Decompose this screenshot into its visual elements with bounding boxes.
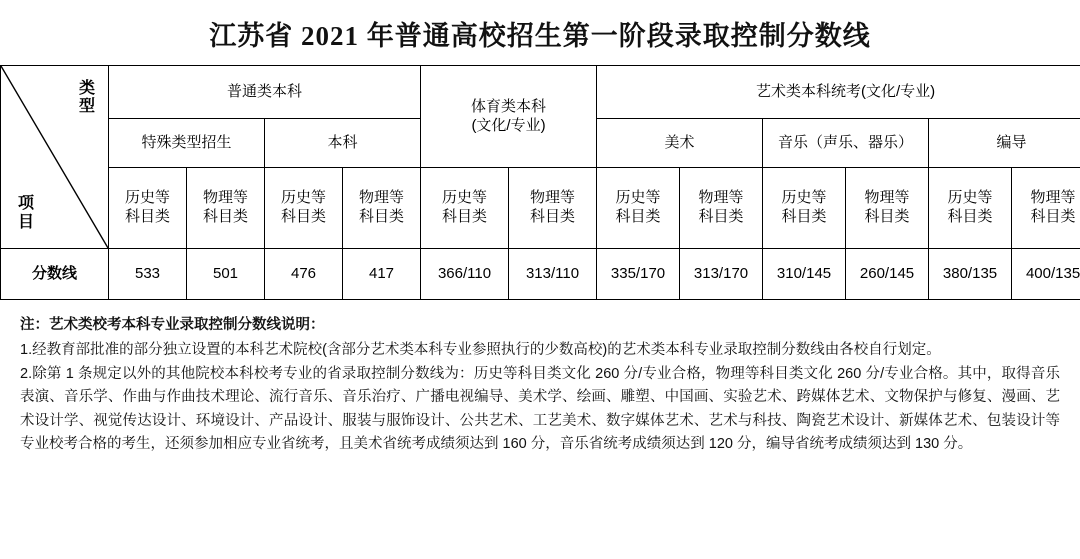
leaf-header-7-line1: 物理等 bbox=[864, 189, 910, 207]
leaf-header-8-line2: 科目类 bbox=[947, 208, 993, 225]
leaf-header-tiyu-1 bbox=[509, 168, 597, 249]
score-cell-10: 380/135 bbox=[929, 249, 1012, 300]
leaf-header-5-line1: 物理等 bbox=[698, 189, 744, 207]
table-row-leaf-headers bbox=[1, 168, 1080, 249]
leaf-header-5 bbox=[680, 168, 763, 249]
group-header-putong: 普通类本科 bbox=[109, 66, 421, 119]
leaf-header-9-line1: 物理等 bbox=[1030, 189, 1076, 207]
leaf-header-0 bbox=[109, 168, 187, 249]
note-item-2: 2.除第 1 条规定以外的其他院校本科校考专业的省录取控制分数线为：历史等科目类文化 260 分/专业合格，物理等科目类文化 260 分/专业合格。其中，取得音乐表演、音乐学、作曲与作曲技术理论、流行音乐、音乐治疗、广播电视编导、美术学、绘画、雕塑、中国画、实验艺术、跨媒体艺术、文物保护与修复、漫画、艺术设计学、视觉传达设计、环境设计、产品设计、服装与服饰设计、公共艺术、工艺美术、数字媒体艺术、艺术与科技、陶瓷艺术设计、新媒体艺术、包装设计等专业校考合格的考生，还须参加相应专业省统考，且美术省统考成绩须达到 160 分，音乐省统考成绩须达到 120 分，编导省统考成绩须达到 130 分。 bbox=[20, 365, 1060, 453]
leaf-header-tiyu-0-line2: 科目类 bbox=[442, 208, 488, 225]
leaf-header-6 bbox=[763, 168, 846, 249]
score-cell-1: 501 bbox=[187, 249, 265, 300]
leaf-header-8-line1: 历史等 bbox=[947, 189, 993, 207]
score-row-label: 分数线 bbox=[1, 249, 109, 300]
notes-section bbox=[20, 314, 1060, 457]
leaf-header-3-line2: 科目类 bbox=[359, 208, 405, 225]
leaf-header-7-line2: 科目类 bbox=[864, 208, 910, 225]
leaf-header-4-line2: 科目类 bbox=[615, 208, 661, 225]
group-header-tiyu-line1: 体育类本科 bbox=[471, 97, 547, 115]
leaf-header-0-line2: 科目类 bbox=[124, 208, 170, 225]
leaf-header-1-line2: 科目类 bbox=[202, 208, 248, 225]
leaf-header-1 bbox=[187, 168, 265, 249]
note-item-1: 1.经教育部批准的部分独立设置的本科艺术院校(含部分艺术类本科专业参照执行的少数高校)的艺术类本科专业录取控制分数线由各校自行划定。 bbox=[20, 342, 941, 359]
score-cell-11: 400/135 bbox=[1012, 249, 1080, 300]
score-cell-8: 310/145 bbox=[763, 249, 846, 300]
sub-header-benke: 本科 bbox=[265, 119, 421, 168]
table-row-scores bbox=[1, 249, 1080, 300]
leaf-header-tiyu-0 bbox=[421, 168, 509, 249]
leaf-header-3-line1: 物理等 bbox=[359, 189, 405, 207]
score-table bbox=[0, 65, 1080, 300]
corner-header-cell bbox=[1, 66, 109, 249]
leaf-header-6-line1: 历史等 bbox=[781, 189, 827, 207]
score-cell-6: 335/170 bbox=[597, 249, 680, 300]
score-cell-3: 417 bbox=[343, 249, 421, 300]
table-row-group-headers bbox=[1, 66, 1080, 119]
leaf-header-4 bbox=[597, 168, 680, 249]
leaf-header-9-line2: 科目类 bbox=[1030, 208, 1076, 225]
score-cell-4: 366/110 bbox=[421, 249, 509, 300]
leaf-header-8 bbox=[929, 168, 1012, 249]
leaf-header-1-line1: 物理等 bbox=[202, 189, 248, 207]
score-cell-2: 476 bbox=[265, 249, 343, 300]
group-header-tiyu-line2: (文化/专业) bbox=[471, 116, 546, 134]
sub-header-biandao: 编导 bbox=[929, 119, 1080, 168]
leaf-header-9 bbox=[1012, 168, 1080, 249]
notes-title: 注：艺术类校考本科专业录取控制分数线说明： bbox=[20, 317, 325, 333]
corner-item-label: 项目 bbox=[17, 195, 34, 231]
leaf-header-2-line2: 科目类 bbox=[280, 208, 326, 225]
leaf-header-2-line1: 历史等 bbox=[280, 189, 326, 207]
leaf-header-4-line1: 历史等 bbox=[615, 189, 661, 207]
leaf-header-5-line2: 科目类 bbox=[698, 208, 744, 225]
corner-type-label: 类型 bbox=[78, 80, 95, 116]
group-header-tiyu bbox=[421, 66, 597, 168]
leaf-header-0-line1: 历史等 bbox=[124, 189, 170, 207]
group-header-yishu: 艺术类本科统考(文化/专业) bbox=[597, 66, 1080, 119]
page-title: 江苏省 2021 年普通高校招生第一阶段录取控制分数线 bbox=[209, 21, 871, 51]
leaf-header-tiyu-1-line1: 物理等 bbox=[530, 189, 576, 207]
leaf-header-tiyu-1-line2: 科目类 bbox=[530, 208, 576, 225]
score-cell-0: 533 bbox=[109, 249, 187, 300]
score-cell-5: 313/110 bbox=[509, 249, 597, 300]
score-cell-7: 313/170 bbox=[680, 249, 763, 300]
leaf-header-tiyu-0-line1: 历史等 bbox=[442, 189, 488, 207]
leaf-header-2 bbox=[265, 168, 343, 249]
leaf-header-3 bbox=[343, 168, 421, 249]
leaf-header-6-line2: 科目类 bbox=[781, 208, 827, 225]
sub-header-meishu: 美术 bbox=[597, 119, 763, 168]
leaf-header-7 bbox=[846, 168, 929, 249]
sub-header-yinyue: 音乐（声乐、器乐） bbox=[763, 119, 929, 168]
score-cell-9: 260/145 bbox=[846, 249, 929, 300]
sub-header-teshu: 特殊类型招生 bbox=[109, 119, 265, 168]
